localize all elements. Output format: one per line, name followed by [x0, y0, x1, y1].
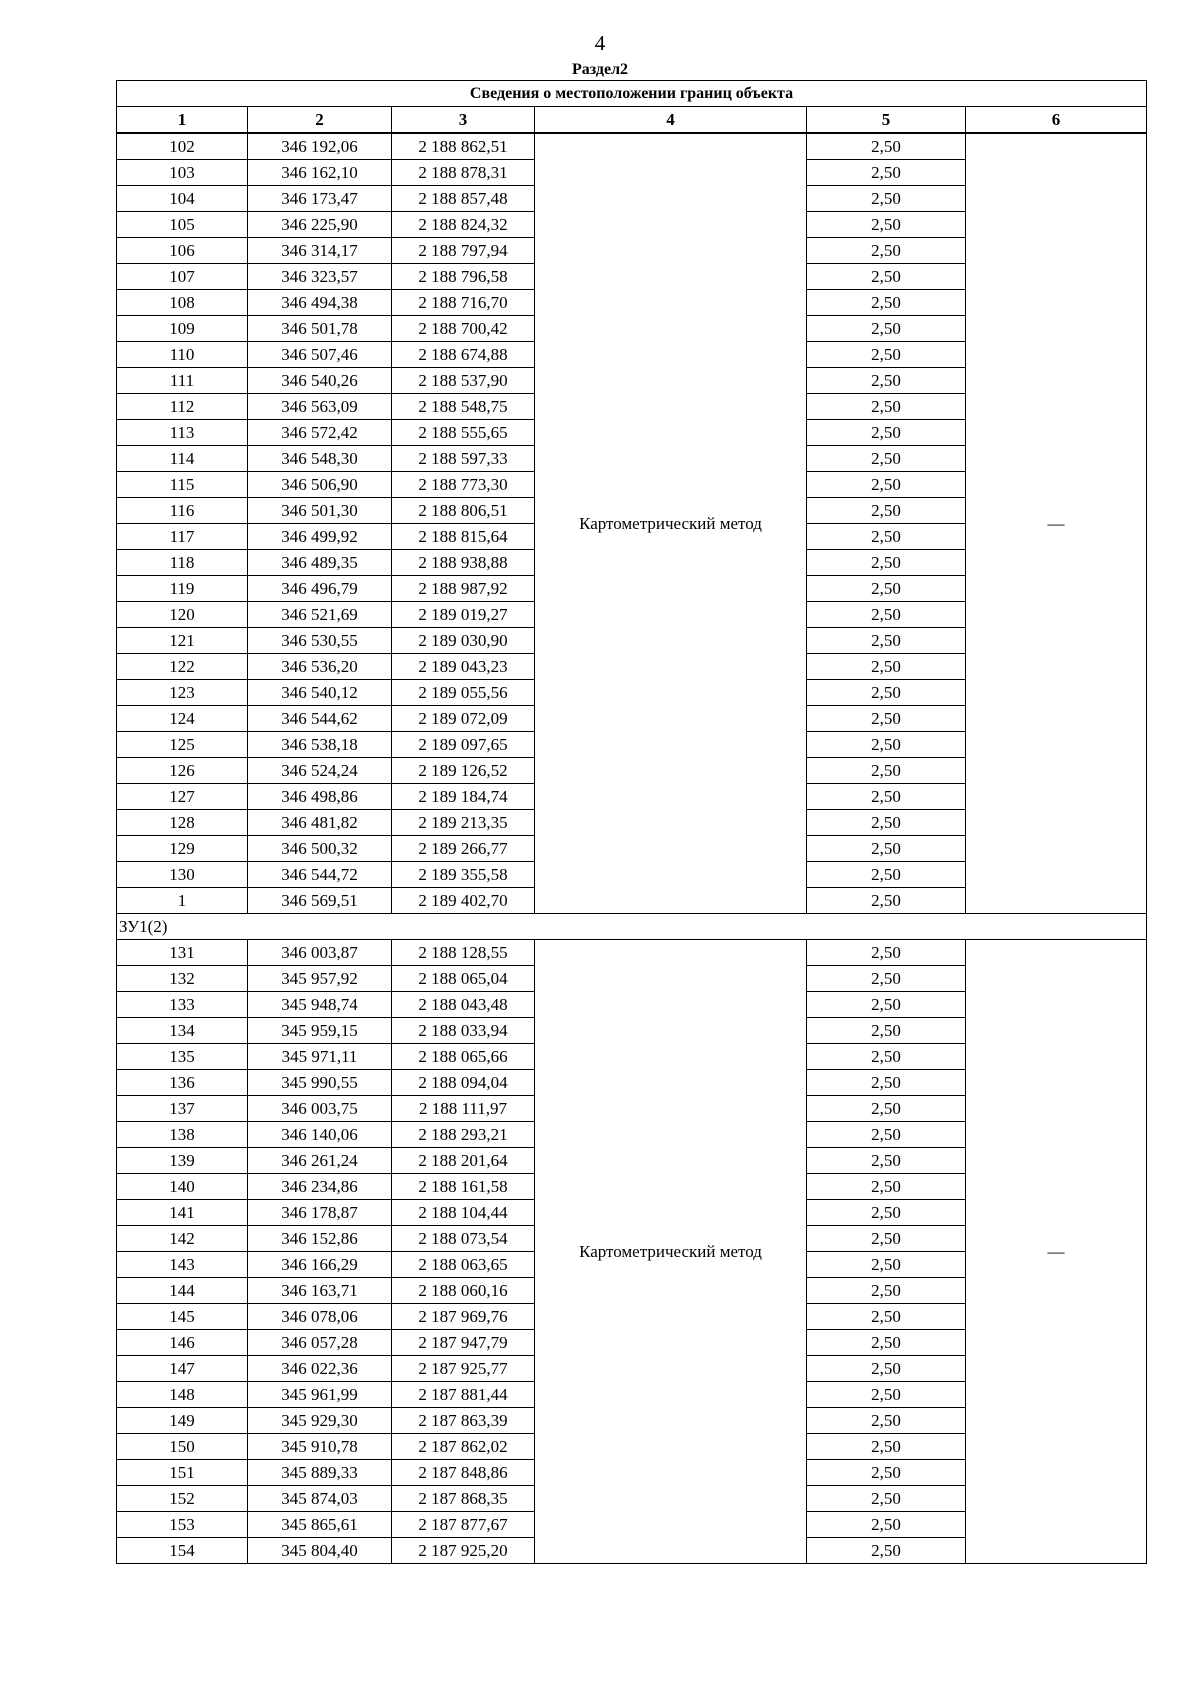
- y-coordinate-cell: 2 188 815,64: [392, 524, 535, 550]
- point-number-cell: 111: [117, 368, 248, 394]
- description-cell: —: [966, 940, 1147, 1564]
- y-coordinate-cell: 2 188 293,21: [392, 1122, 535, 1148]
- accuracy-cell: 2,50: [807, 472, 966, 498]
- x-coordinate-cell: 346 225,90: [248, 212, 392, 238]
- y-coordinate-cell: 2 189 355,58: [392, 862, 535, 888]
- y-coordinate-cell: 2 188 060,16: [392, 1278, 535, 1304]
- point-number-cell: 128: [117, 810, 248, 836]
- y-coordinate-cell: 2 187 947,79: [392, 1330, 535, 1356]
- x-coordinate-cell: 346 569,51: [248, 888, 392, 914]
- accuracy-cell: 2,50: [807, 602, 966, 628]
- point-number-cell: 110: [117, 342, 248, 368]
- y-coordinate-cell: 2 187 848,86: [392, 1460, 535, 1486]
- point-number-cell: 150: [117, 1434, 248, 1460]
- y-coordinate-cell: 2 188 073,54: [392, 1226, 535, 1252]
- point-number-cell: 108: [117, 290, 248, 316]
- x-coordinate-cell: 346 234,86: [248, 1174, 392, 1200]
- y-coordinate-cell: 2 188 938,88: [392, 550, 535, 576]
- x-coordinate-cell: 346 022,36: [248, 1356, 392, 1382]
- x-coordinate-cell: 345 804,40: [248, 1538, 392, 1564]
- accuracy-cell: 2,50: [807, 1070, 966, 1096]
- x-coordinate-cell: 346 544,72: [248, 862, 392, 888]
- accuracy-cell: 2,50: [807, 940, 966, 966]
- x-coordinate-cell: 345 865,61: [248, 1512, 392, 1538]
- point-number-cell: 1: [117, 888, 248, 914]
- x-coordinate-cell: 345 910,78: [248, 1434, 392, 1460]
- accuracy-cell: 2,50: [807, 628, 966, 654]
- point-number-cell: 151: [117, 1460, 248, 1486]
- point-number-cell: 113: [117, 420, 248, 446]
- point-number-cell: 102: [117, 133, 248, 160]
- column-header-2: 2: [248, 107, 392, 134]
- y-coordinate-cell: 2 189 055,56: [392, 680, 535, 706]
- x-coordinate-cell: 346 166,29: [248, 1252, 392, 1278]
- accuracy-cell: 2,50: [807, 992, 966, 1018]
- y-coordinate-cell: 2 188 797,94: [392, 238, 535, 264]
- accuracy-cell: 2,50: [807, 264, 966, 290]
- point-number-cell: 135: [117, 1044, 248, 1070]
- point-number-cell: 133: [117, 992, 248, 1018]
- point-number-cell: 138: [117, 1122, 248, 1148]
- y-coordinate-cell: 2 188 548,75: [392, 394, 535, 420]
- point-number-cell: 124: [117, 706, 248, 732]
- y-coordinate-cell: 2 189 266,77: [392, 836, 535, 862]
- point-number-cell: 144: [117, 1278, 248, 1304]
- x-coordinate-cell: 345 961,99: [248, 1382, 392, 1408]
- y-coordinate-cell: 2 188 094,04: [392, 1070, 535, 1096]
- point-number-cell: 147: [117, 1356, 248, 1382]
- caption-row: [117, 81, 1147, 107]
- y-coordinate-cell: 2 188 063,65: [392, 1252, 535, 1278]
- x-coordinate-cell: 346 140,06: [248, 1122, 392, 1148]
- point-number-cell: 104: [117, 186, 248, 212]
- point-number-cell: 142: [117, 1226, 248, 1252]
- x-coordinate-cell: 345 889,33: [248, 1460, 392, 1486]
- y-coordinate-cell: 2 188 111,97: [392, 1096, 535, 1122]
- point-number-cell: 129: [117, 836, 248, 862]
- point-number-cell: 114: [117, 446, 248, 472]
- y-coordinate-cell: 2 188 161,58: [392, 1174, 535, 1200]
- y-coordinate-cell: 2 187 877,67: [392, 1512, 535, 1538]
- x-coordinate-cell: 346 057,28: [248, 1330, 392, 1356]
- y-coordinate-cell: 2 189 097,65: [392, 732, 535, 758]
- y-coordinate-cell: 2 188 824,32: [392, 212, 535, 238]
- accuracy-cell: 2,50: [807, 1486, 966, 1512]
- point-number-cell: 132: [117, 966, 248, 992]
- column-header-5: 5: [807, 107, 966, 134]
- y-coordinate-cell: 2 188 674,88: [392, 342, 535, 368]
- x-coordinate-cell: 346 500,32: [248, 836, 392, 862]
- x-coordinate-cell: 346 548,30: [248, 446, 392, 472]
- accuracy-cell: 2,50: [807, 966, 966, 992]
- point-number-cell: 112: [117, 394, 248, 420]
- coordinates-table: [116, 80, 1147, 1564]
- accuracy-cell: 2,50: [807, 862, 966, 888]
- column-header-6: 6: [966, 107, 1147, 134]
- x-coordinate-cell: 346 003,87: [248, 940, 392, 966]
- point-number-cell: 139: [117, 1148, 248, 1174]
- y-coordinate-cell: 2 188 104,44: [392, 1200, 535, 1226]
- group-label: ЗУ1(2): [117, 914, 1147, 940]
- accuracy-cell: 2,50: [807, 1408, 966, 1434]
- accuracy-cell: 2,50: [807, 342, 966, 368]
- accuracy-cell: 2,50: [807, 1122, 966, 1148]
- point-number-cell: 130: [117, 862, 248, 888]
- accuracy-cell: 2,50: [807, 836, 966, 862]
- x-coordinate-cell: 346 163,71: [248, 1278, 392, 1304]
- accuracy-cell: 2,50: [807, 810, 966, 836]
- section-title: Раздел2: [571, 61, 629, 78]
- y-coordinate-cell: 2 188 065,66: [392, 1044, 535, 1070]
- y-coordinate-cell: 2 188 043,48: [392, 992, 535, 1018]
- accuracy-cell: 2,50: [807, 732, 966, 758]
- y-coordinate-cell: 2 188 537,90: [392, 368, 535, 394]
- column-header-1: 1: [117, 107, 248, 134]
- point-number-cell: 131: [117, 940, 248, 966]
- accuracy-cell: 2,50: [807, 1304, 966, 1330]
- group-label-row: [117, 914, 1147, 940]
- table-row: [117, 940, 1147, 966]
- x-coordinate-cell: 346 507,46: [248, 342, 392, 368]
- accuracy-cell: 2,50: [807, 1148, 966, 1174]
- x-coordinate-cell: 346 540,12: [248, 680, 392, 706]
- description-cell: —: [966, 133, 1147, 914]
- accuracy-cell: 2,50: [807, 1330, 966, 1356]
- accuracy-cell: 2,50: [807, 1174, 966, 1200]
- accuracy-cell: 2,50: [807, 186, 966, 212]
- accuracy-cell: 2,50: [807, 524, 966, 550]
- y-coordinate-cell: 2 188 065,04: [392, 966, 535, 992]
- y-coordinate-cell: 2 188 033,94: [392, 1018, 535, 1044]
- x-coordinate-cell: 345 874,03: [248, 1486, 392, 1512]
- accuracy-cell: 2,50: [807, 888, 966, 914]
- point-number-cell: 105: [117, 212, 248, 238]
- point-number-cell: 121: [117, 628, 248, 654]
- x-coordinate-cell: 345 948,74: [248, 992, 392, 1018]
- page-number: 4: [594, 31, 606, 55]
- y-coordinate-cell: 2 187 969,76: [392, 1304, 535, 1330]
- accuracy-cell: 2,50: [807, 1382, 966, 1408]
- x-coordinate-cell: 345 959,15: [248, 1018, 392, 1044]
- x-coordinate-cell: 346 501,78: [248, 316, 392, 342]
- y-coordinate-cell: 2 188 987,92: [392, 576, 535, 602]
- y-coordinate-cell: 2 187 862,02: [392, 1434, 535, 1460]
- accuracy-cell: 2,50: [807, 1356, 966, 1382]
- point-number-cell: 125: [117, 732, 248, 758]
- x-coordinate-cell: 346 162,10: [248, 160, 392, 186]
- x-coordinate-cell: 346 496,79: [248, 576, 392, 602]
- x-coordinate-cell: 346 314,17: [248, 238, 392, 264]
- accuracy-cell: 2,50: [807, 784, 966, 810]
- y-coordinate-cell: 2 189 019,27: [392, 602, 535, 628]
- x-coordinate-cell: 346 494,38: [248, 290, 392, 316]
- point-number-cell: 145: [117, 1304, 248, 1330]
- y-coordinate-cell: 2 188 878,31: [392, 160, 535, 186]
- x-coordinate-cell: 345 929,30: [248, 1408, 392, 1434]
- point-number-cell: 123: [117, 680, 248, 706]
- x-coordinate-cell: 346 078,06: [248, 1304, 392, 1330]
- accuracy-cell: 2,50: [807, 758, 966, 784]
- accuracy-cell: 2,50: [807, 1460, 966, 1486]
- accuracy-cell: 2,50: [807, 1538, 966, 1564]
- point-number-cell: 148: [117, 1382, 248, 1408]
- point-number-cell: 106: [117, 238, 248, 264]
- y-coordinate-cell: 2 189 072,09: [392, 706, 535, 732]
- point-number-cell: 122: [117, 654, 248, 680]
- y-coordinate-cell: 2 189 030,90: [392, 628, 535, 654]
- x-coordinate-cell: 345 971,11: [248, 1044, 392, 1070]
- x-coordinate-cell: 346 536,20: [248, 654, 392, 680]
- y-coordinate-cell: 2 187 881,44: [392, 1382, 535, 1408]
- x-coordinate-cell: 346 506,90: [248, 472, 392, 498]
- table-caption: Сведения о местоположении границ объекта: [117, 81, 1147, 107]
- column-header-3: 3: [392, 107, 535, 134]
- point-number-cell: 140: [117, 1174, 248, 1200]
- x-coordinate-cell: 346 481,82: [248, 810, 392, 836]
- point-number-cell: 154: [117, 1538, 248, 1564]
- point-number-cell: 127: [117, 784, 248, 810]
- point-number-cell: 143: [117, 1252, 248, 1278]
- point-number-cell: 136: [117, 1070, 248, 1096]
- accuracy-cell: 2,50: [807, 1278, 966, 1304]
- x-coordinate-cell: 346 538,18: [248, 732, 392, 758]
- accuracy-cell: 2,50: [807, 212, 966, 238]
- accuracy-cell: 2,50: [807, 680, 966, 706]
- y-coordinate-cell: 2 188 796,58: [392, 264, 535, 290]
- x-coordinate-cell: 346 563,09: [248, 394, 392, 420]
- point-number-cell: 117: [117, 524, 248, 550]
- y-coordinate-cell: 2 189 402,70: [392, 888, 535, 914]
- accuracy-cell: 2,50: [807, 1018, 966, 1044]
- x-coordinate-cell: 346 003,75: [248, 1096, 392, 1122]
- point-number-cell: 109: [117, 316, 248, 342]
- x-coordinate-cell: 345 957,92: [248, 966, 392, 992]
- accuracy-cell: 2,50: [807, 1226, 966, 1252]
- accuracy-cell: 2,50: [807, 654, 966, 680]
- y-coordinate-cell: 2 189 184,74: [392, 784, 535, 810]
- point-number-cell: 118: [117, 550, 248, 576]
- point-number-cell: 126: [117, 758, 248, 784]
- y-coordinate-cell: 2 189 126,52: [392, 758, 535, 784]
- y-coordinate-cell: 2 188 806,51: [392, 498, 535, 524]
- accuracy-cell: 2,50: [807, 316, 966, 342]
- point-number-cell: 120: [117, 602, 248, 628]
- accuracy-cell: 2,50: [807, 1200, 966, 1226]
- y-coordinate-cell: 2 189 043,23: [392, 654, 535, 680]
- accuracy-cell: 2,50: [807, 1434, 966, 1460]
- x-coordinate-cell: 346 173,47: [248, 186, 392, 212]
- accuracy-cell: 2,50: [807, 498, 966, 524]
- y-coordinate-cell: 2 187 868,35: [392, 1486, 535, 1512]
- accuracy-cell: 2,50: [807, 1096, 966, 1122]
- column-header-row: [117, 107, 1147, 134]
- point-number-cell: 137: [117, 1096, 248, 1122]
- x-coordinate-cell: 346 572,42: [248, 420, 392, 446]
- point-number-cell: 134: [117, 1018, 248, 1044]
- point-number-cell: 103: [117, 160, 248, 186]
- point-number-cell: 119: [117, 576, 248, 602]
- x-coordinate-cell: 346 524,24: [248, 758, 392, 784]
- accuracy-cell: 2,50: [807, 290, 966, 316]
- y-coordinate-cell: 2 187 925,20: [392, 1538, 535, 1564]
- method-cell: Картометрический метод: [535, 940, 807, 1564]
- x-coordinate-cell: 345 990,55: [248, 1070, 392, 1096]
- y-coordinate-cell: 2 188 862,51: [392, 133, 535, 160]
- point-number-cell: 152: [117, 1486, 248, 1512]
- x-coordinate-cell: 346 323,57: [248, 264, 392, 290]
- x-coordinate-cell: 346 178,87: [248, 1200, 392, 1226]
- accuracy-cell: 2,50: [807, 368, 966, 394]
- accuracy-cell: 2,50: [807, 133, 966, 160]
- accuracy-cell: 2,50: [807, 394, 966, 420]
- point-number-cell: 107: [117, 264, 248, 290]
- accuracy-cell: 2,50: [807, 706, 966, 732]
- x-coordinate-cell: 346 544,62: [248, 706, 392, 732]
- y-coordinate-cell: 2 188 700,42: [392, 316, 535, 342]
- y-coordinate-cell: 2 188 857,48: [392, 186, 535, 212]
- y-coordinate-cell: 2 187 925,77: [392, 1356, 535, 1382]
- y-coordinate-cell: 2 189 213,35: [392, 810, 535, 836]
- x-coordinate-cell: 346 540,26: [248, 368, 392, 394]
- x-coordinate-cell: 346 192,06: [248, 133, 392, 160]
- accuracy-cell: 2,50: [807, 1044, 966, 1070]
- y-coordinate-cell: 2 188 555,65: [392, 420, 535, 446]
- y-coordinate-cell: 2 188 201,64: [392, 1148, 535, 1174]
- y-coordinate-cell: 2 188 597,33: [392, 446, 535, 472]
- coordinates-table-body: [117, 81, 1147, 1564]
- x-coordinate-cell: 346 501,30: [248, 498, 392, 524]
- x-coordinate-cell: 346 498,86: [248, 784, 392, 810]
- point-number-cell: 116: [117, 498, 248, 524]
- y-coordinate-cell: 2 188 128,55: [392, 940, 535, 966]
- accuracy-cell: 2,50: [807, 420, 966, 446]
- accuracy-cell: 2,50: [807, 1252, 966, 1278]
- accuracy-cell: 2,50: [807, 1512, 966, 1538]
- column-header-4: 4: [535, 107, 807, 134]
- point-number-cell: 141: [117, 1200, 248, 1226]
- table-row: [117, 133, 1147, 160]
- x-coordinate-cell: 346 499,92: [248, 524, 392, 550]
- y-coordinate-cell: 2 188 716,70: [392, 290, 535, 316]
- x-coordinate-cell: 346 521,69: [248, 602, 392, 628]
- accuracy-cell: 2,50: [807, 160, 966, 186]
- accuracy-cell: 2,50: [807, 576, 966, 602]
- accuracy-cell: 2,50: [807, 550, 966, 576]
- y-coordinate-cell: 2 187 863,39: [392, 1408, 535, 1434]
- y-coordinate-cell: 2 188 773,30: [392, 472, 535, 498]
- x-coordinate-cell: 346 489,35: [248, 550, 392, 576]
- point-number-cell: 115: [117, 472, 248, 498]
- x-coordinate-cell: 346 530,55: [248, 628, 392, 654]
- point-number-cell: 146: [117, 1330, 248, 1356]
- point-number-cell: 153: [117, 1512, 248, 1538]
- accuracy-cell: 2,50: [807, 446, 966, 472]
- method-cell: Картометрический метод: [535, 133, 807, 914]
- x-coordinate-cell: 346 152,86: [248, 1226, 392, 1252]
- accuracy-cell: 2,50: [807, 238, 966, 264]
- point-number-cell: 149: [117, 1408, 248, 1434]
- x-coordinate-cell: 346 261,24: [248, 1148, 392, 1174]
